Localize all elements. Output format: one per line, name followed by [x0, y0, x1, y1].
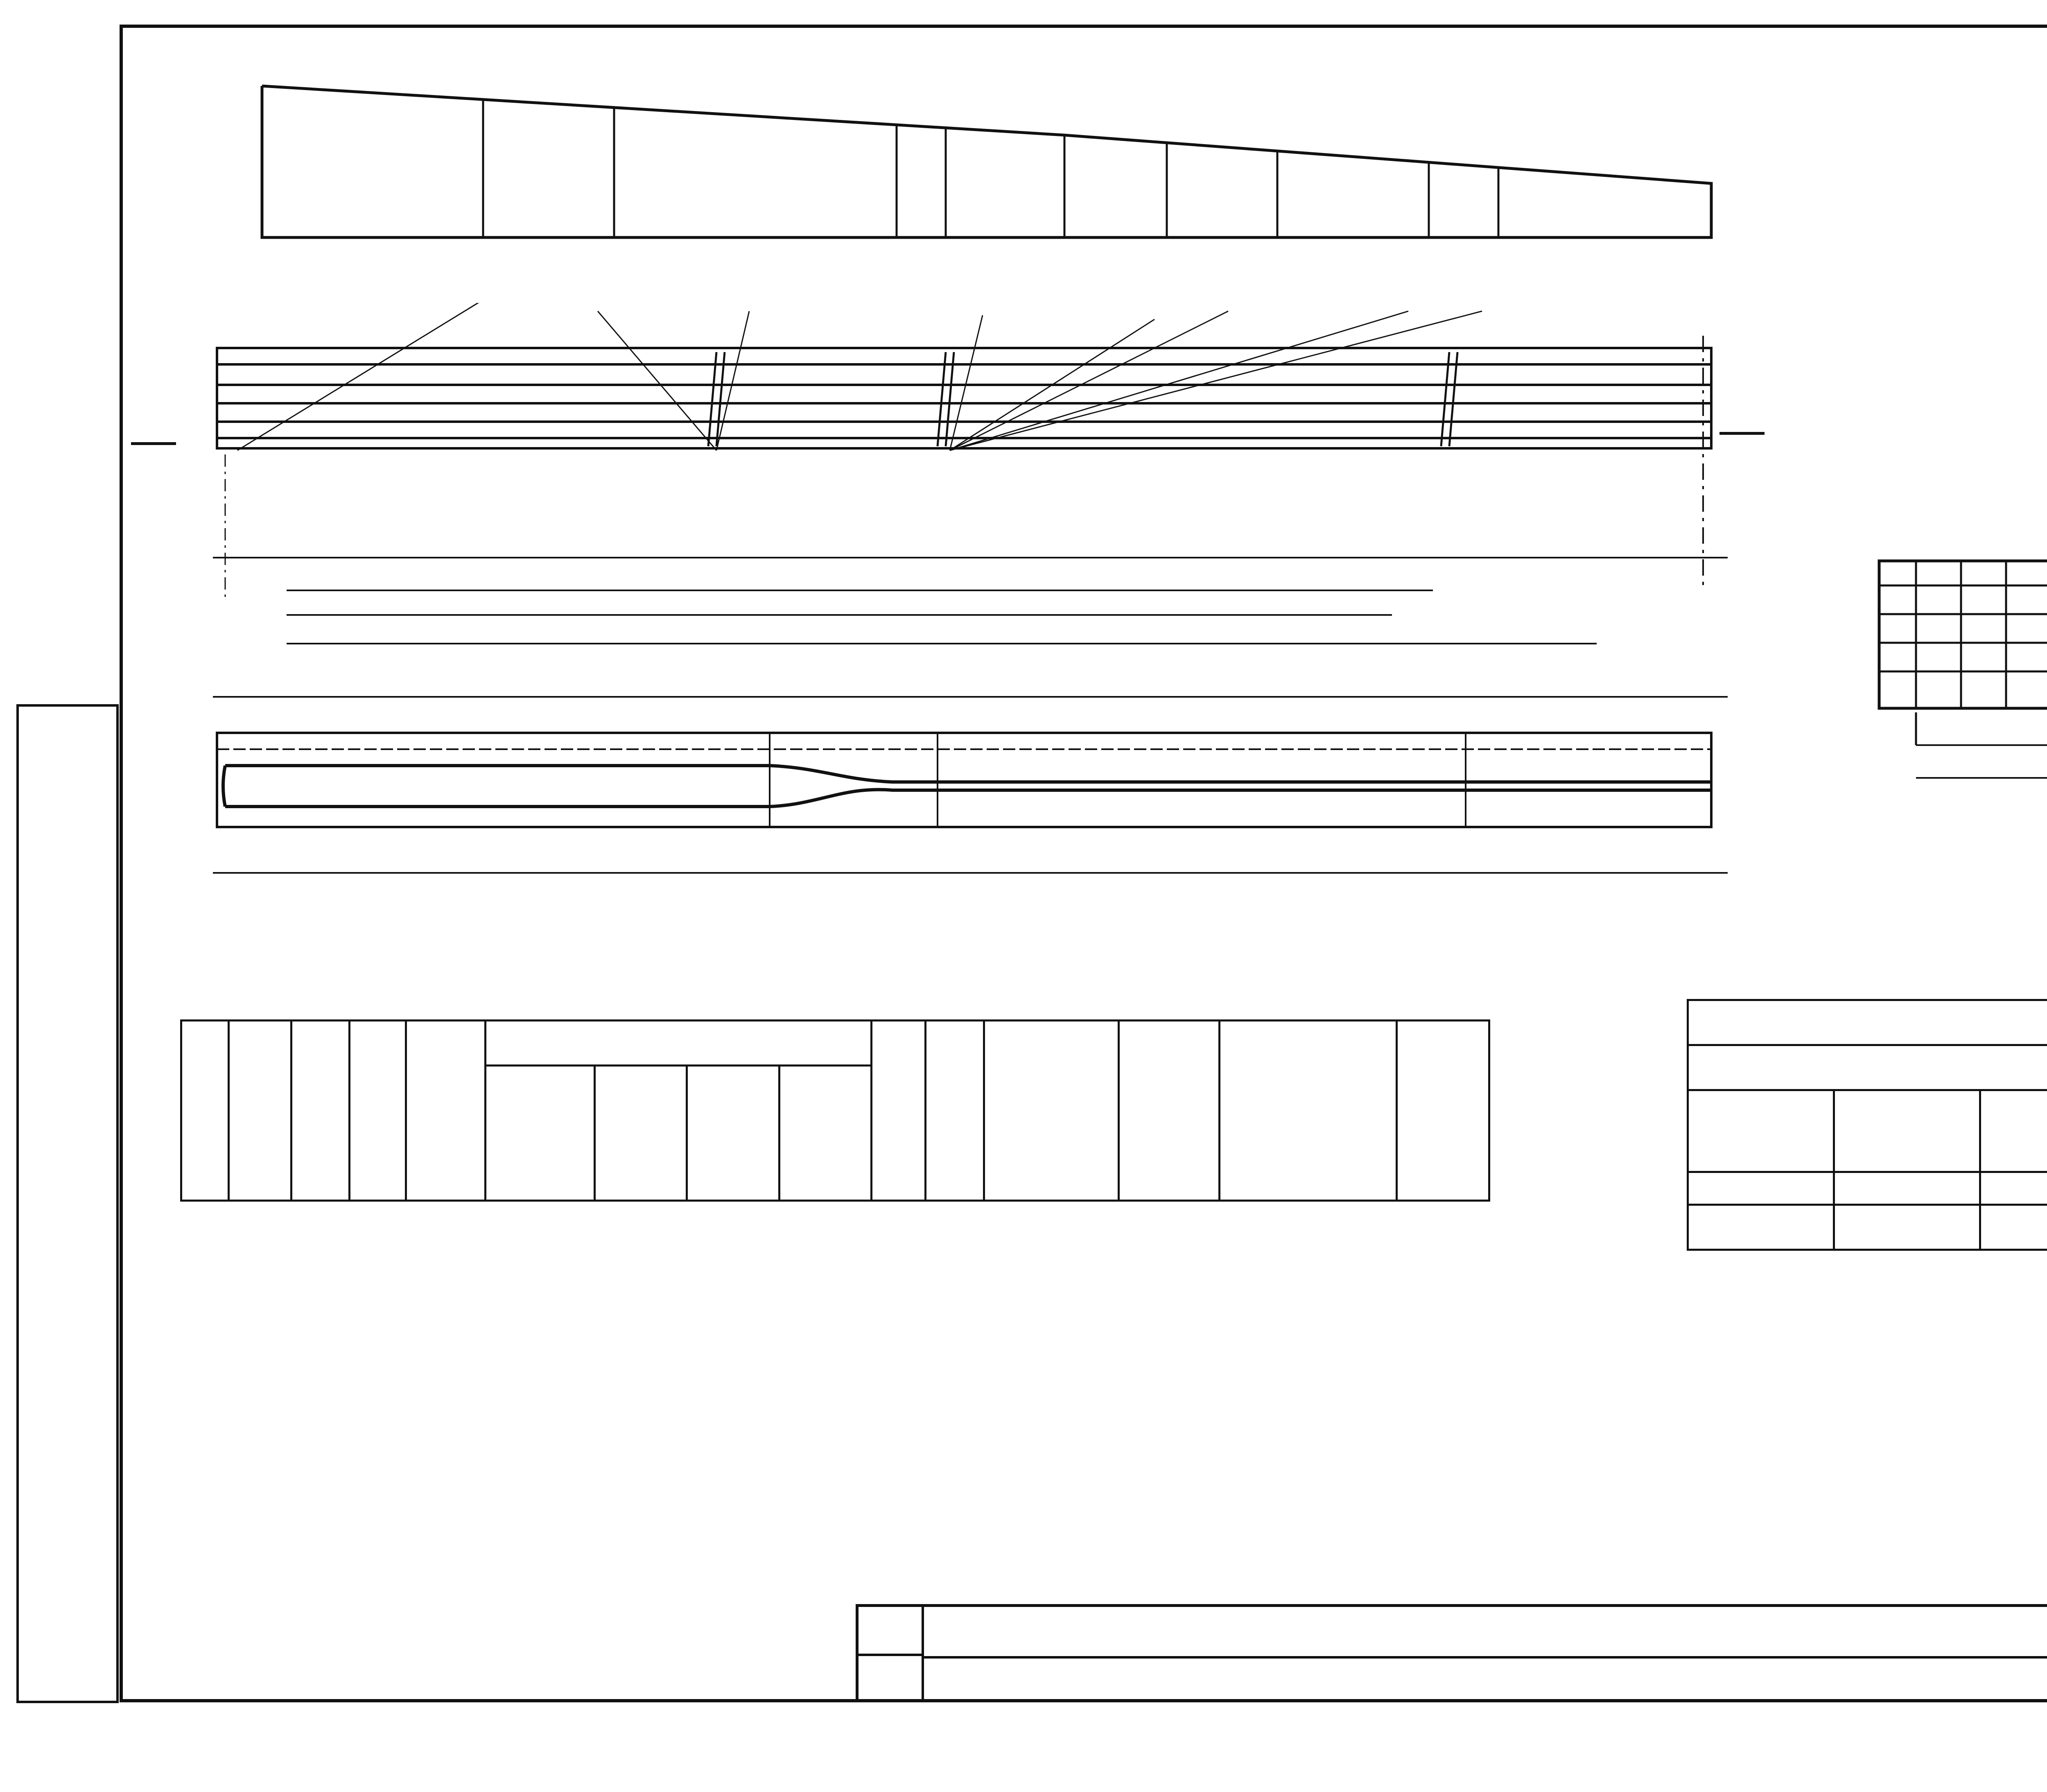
col-c: [291, 1021, 350, 1201]
col-profile: [485, 1066, 594, 1201]
beam-section: [205, 725, 1728, 856]
dim-line-row-1: [213, 557, 1728, 558]
calc-scheme-drawing: [1871, 516, 2047, 827]
epure-diagram: [246, 49, 1736, 254]
dim-line-row-4: [287, 643, 1597, 644]
data-unit-3: [1980, 1172, 2047, 1205]
arrow-a-right-line: [1719, 432, 1765, 435]
col-qb: [984, 1021, 1118, 1201]
reinforcement-drawing: [180, 303, 1752, 598]
col-step: [687, 1066, 779, 1201]
data-v1: [1688, 1205, 1834, 1250]
col-area: [594, 1066, 687, 1201]
main-calc-table: [180, 1019, 1490, 1234]
drawing-frame: [120, 25, 2047, 1702]
col-height: [406, 1021, 485, 1201]
dim-line-row-3: [287, 614, 1392, 616]
data-unit-1: [1688, 1172, 1834, 1205]
col-fn: [350, 1021, 406, 1201]
data-cls2: [1834, 1090, 1980, 1172]
col-qax: [1118, 1021, 1219, 1201]
col-qpred: [1220, 1021, 1397, 1201]
data-unit-2: [1834, 1172, 1980, 1205]
col-count: [779, 1066, 871, 1201]
data-ra: [1688, 1045, 2047, 1090]
data-cls3: [1980, 1090, 2047, 1172]
tk-cell: [859, 1607, 924, 1656]
data-v2: [1834, 1205, 1980, 1250]
data-stirrups: [1688, 1000, 2047, 1045]
arrow-a-left-line: [131, 442, 176, 445]
year-cell: [859, 1656, 924, 1702]
col-b: [872, 1021, 926, 1201]
dim-line-total: [213, 872, 1728, 874]
col-h0: [926, 1021, 984, 1201]
calc-data-table: [1687, 999, 2047, 1251]
col-stirrups: [485, 1021, 871, 1066]
col-qrasch: [1397, 1021, 1489, 1201]
data-cls1: [1688, 1090, 1834, 1172]
dim-line-segments: [213, 696, 1728, 698]
dim-line-row-2: [287, 590, 1433, 591]
title-divider: [924, 1656, 2047, 1659]
units-row: [181, 1201, 1489, 1234]
col-n: [181, 1021, 229, 1201]
data-v3: [1980, 1205, 2047, 1250]
title-block: [856, 1604, 2047, 1702]
side-stamp: [16, 704, 119, 1703]
col-x: [229, 1021, 291, 1201]
